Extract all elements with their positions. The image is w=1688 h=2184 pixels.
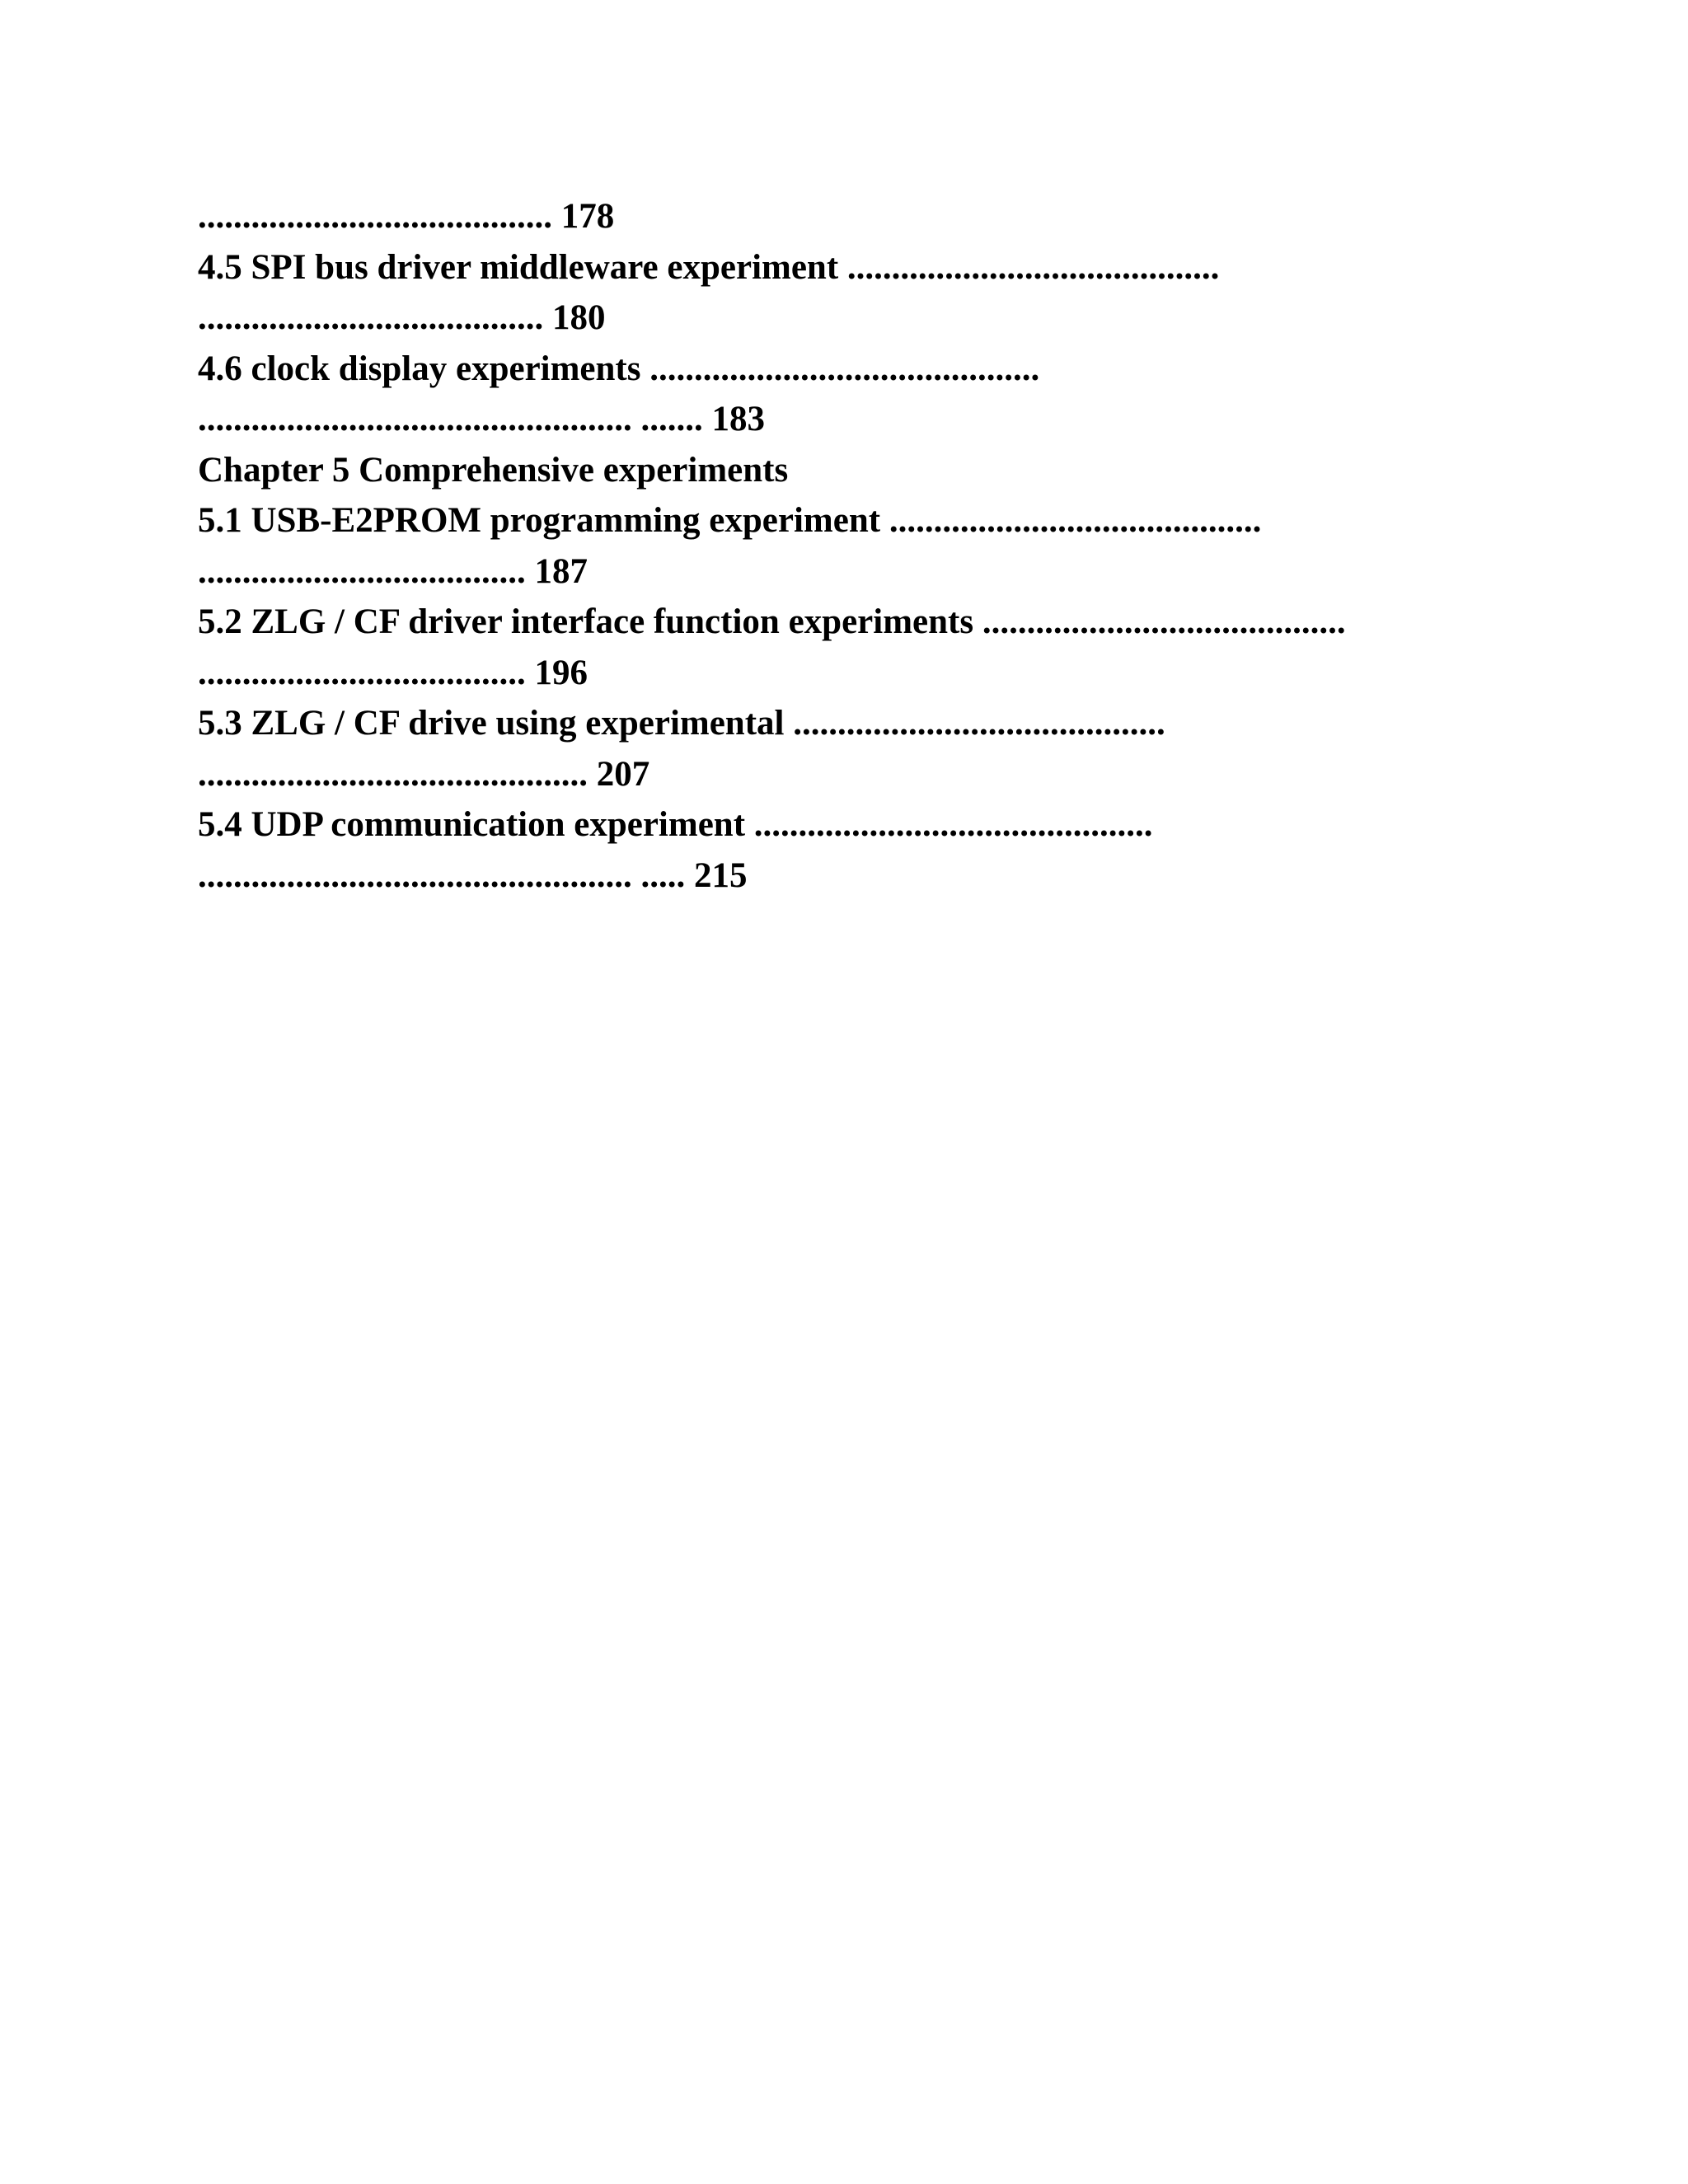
toc-continuation-line: ................................................. ....... 183 [198, 400, 765, 438]
toc-entry-5-2: 5.2 ZLG / CF driver interface function experiments ......................................... [198, 602, 1346, 641]
toc-continuation-line: ................................................. ..... 215 [198, 855, 748, 895]
toc-continuation-line: ..................................... 196 [198, 653, 588, 692]
toc-continuation-line: ........................................ 178 [198, 197, 615, 236]
toc-chapter-5-heading: Chapter 5 Comprehensive experiments [198, 450, 789, 490]
toc-continuation-line: ............................................ 207 [198, 754, 650, 794]
toc-entry-4-5: 4.5 SPI bus driver middleware experiment .......................................... [198, 247, 1220, 287]
toc-continuation-line: ..................................... 187 [198, 551, 588, 591]
toc-entry-5-3: 5.3 ZLG / CF drive using experimental .......................................... [198, 704, 1165, 743]
toc-continuation-line: ....................................... 180 [198, 298, 606, 337]
toc-entry-5-1: 5.1 USB-E2PROM programming experiment .......................................... [198, 501, 1262, 540]
toc-entry-5-4: 5.4 UDP communication experiment ............................................. [198, 805, 1153, 844]
toc-entry-4-6: 4.6 clock display experiments ............................................ [198, 349, 1040, 388]
table-of-contents [198, 191, 1599, 901]
